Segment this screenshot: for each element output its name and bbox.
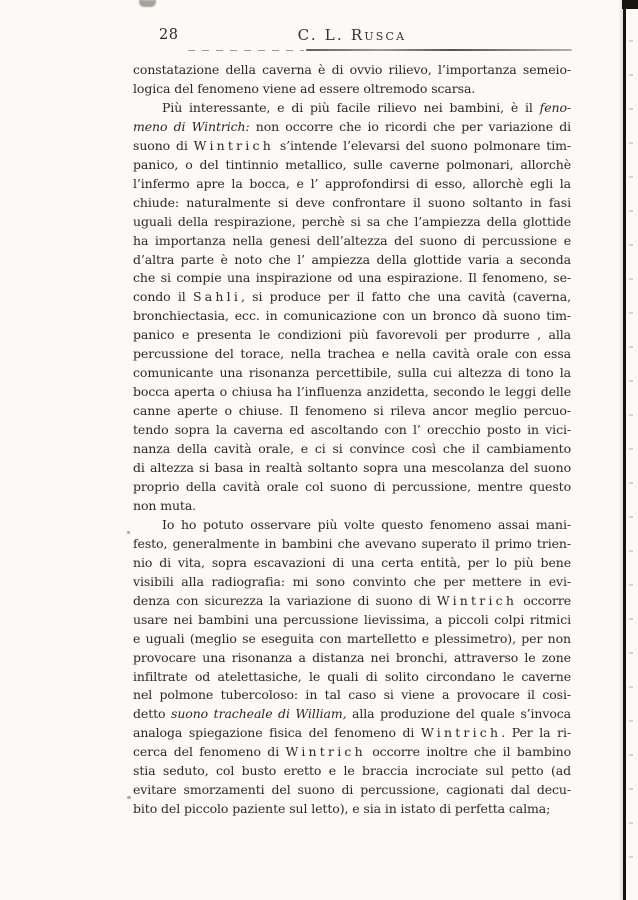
text-line <box>133 213 571 232</box>
text-segment: denza con sicurezza la variazione di suono di <box>133 592 437 608</box>
text-line <box>133 762 571 781</box>
text-line <box>133 440 571 459</box>
text-segment: meno di Wintrich: <box>133 118 250 134</box>
text-line <box>133 421 571 440</box>
corner-scan-mark <box>622 0 638 9</box>
text-line <box>133 156 571 175</box>
paragraph <box>133 516 571 819</box>
text-line <box>133 61 571 80</box>
text-line <box>133 686 571 705</box>
text-segment: detto <box>133 706 172 722</box>
text-segment: . Per la ri- <box>501 725 571 741</box>
text-line <box>133 459 571 478</box>
text-line <box>133 478 571 497</box>
text-line <box>133 743 571 762</box>
text-line <box>133 535 571 554</box>
text-line <box>133 383 571 402</box>
text-line <box>133 194 571 213</box>
text-segment: d’altra parte è noto che l’ ampiezza della glottide varia a seconda <box>133 251 571 267</box>
text-segment: ha importanza nella genesi dell’altezza del suono di percussione e <box>133 232 571 248</box>
text-segment: non occorre che io ricordi che per variazione di <box>249 118 572 134</box>
text-segment: logica del fenomeno viene ad essere oltremodo scarsa. <box>133 80 476 96</box>
text-segment: non muta. <box>133 497 197 513</box>
text-segment: occorre inoltre che il bambino <box>365 744 572 760</box>
text-segment: provocare una risonanza a distanza nei bronchi, attraverso le zone <box>133 649 571 665</box>
text-segment: festo, generalmente in bambini che avevano superato il primo trien- <box>133 535 571 551</box>
text-segment: alla produzione del quale s’invoca <box>346 706 571 722</box>
text-segment: condo il <box>133 289 193 305</box>
text-line <box>133 592 571 611</box>
text-segment: percussione del torace, nella trachea e nella cavità orale con essa <box>133 346 571 362</box>
text-segment: Sahli <box>192 289 242 305</box>
scan-speck <box>127 531 130 534</box>
text-segment: Wintrich <box>420 725 502 741</box>
text-segment: bito del piccolo paziente sul letto), e sia in istato di perfetta calma; <box>133 801 551 817</box>
page-edge-line <box>623 0 626 900</box>
text-segment: , si produce per il fatto che una cavità (caverna, <box>241 289 571 305</box>
text-line <box>133 232 571 251</box>
text-segment: che si compie una inspirazione od una espirazione. Il fenomeno, se- <box>133 270 571 286</box>
text-segment: Più interessante, e di più facile rilievo nei bambini, è il <box>162 99 540 115</box>
text-line <box>133 137 571 156</box>
text-line <box>133 800 571 819</box>
text-line <box>133 118 571 137</box>
text-segment: constatazione della caverna è di ovvio rilievo, l’importanza semeio- <box>133 62 571 77</box>
text-segment: Wintrich <box>285 744 366 760</box>
text-line <box>133 649 571 668</box>
paragraph <box>133 99 571 516</box>
text-line <box>133 326 571 345</box>
text-segment: bronchiectasia, ecc. in comunicazione con un bronco dà suono tim- <box>133 308 571 324</box>
paragraph <box>133 61 571 99</box>
text-segment: bocca aperta o chiusa ha l’influenza anzidetta, secondo le leggi delle <box>133 384 571 400</box>
text-segment: cerca del fenomeno di <box>133 744 286 760</box>
text-segment: analoga spiegazione fisica del fenomeno di <box>133 725 421 741</box>
text-segment: comunicante una risonanza percettibile, sulla cui altezza di tono la <box>133 365 571 381</box>
text-segment: nio di vita, sopra escavazioni di una certa entità, per lo più bene <box>133 554 571 570</box>
text-segment: nanza della cavità orale, e ci si convince così che il cambiamento <box>133 441 571 457</box>
text-line <box>133 402 571 421</box>
text-line <box>133 251 571 270</box>
header-rule-left-segment <box>188 50 304 51</box>
text-segment: s’intende l’elevarsi del suono polmonare tim- <box>273 137 571 153</box>
text-segment: e uguali (meglio se eseguita con martelletto e plessimetro), per non <box>133 630 571 646</box>
text-segment: nel polmone tubercoloso: in tal caso si viene a provocare il cosi- <box>133 687 571 703</box>
text-segment: di altezza si basa in realtà soltanto sopra una mescolanza del suono <box>133 460 571 476</box>
text-segment: canne aperte o chiuse. Il fenomeno si rileva ancor meglio percuo- <box>133 403 571 419</box>
running-title: C. L. Rusca <box>297 26 407 44</box>
text-line <box>133 705 571 724</box>
header-rule-main-segment <box>306 49 572 51</box>
text-segment: tendo sopra la caverna ed ascoltando con l’ orecchio posto in vici- <box>133 422 571 438</box>
text-line <box>133 630 571 649</box>
text-line <box>133 307 571 326</box>
text-segment: infiltrate od atelettasiche, le quali di solito circondano le caverne <box>133 668 571 684</box>
text-segment: feno- <box>539 99 571 115</box>
scan-speck <box>127 796 131 799</box>
text-segment: panico e presenta le condizioni più favorevoli per produrre , alla <box>133 327 571 343</box>
text-line <box>133 724 571 743</box>
text-line <box>133 175 571 194</box>
page-number: 28 <box>159 27 179 43</box>
text-line <box>133 288 571 307</box>
top-scan-smudge <box>139 0 156 7</box>
text-line <box>133 80 571 99</box>
text-segment: Io ho potuto osservare più volte questo fenomeno assai mani- <box>162 516 571 532</box>
text-line <box>133 269 571 288</box>
text-segment: proprio della cavità orale col suono di percussione, mentre questo <box>133 478 571 494</box>
text-line <box>133 611 571 630</box>
body-text <box>133 61 571 819</box>
text-segment: chiude: naturalmente si deve confrontare il suono soltanto in fasi <box>133 194 571 210</box>
text-segment: occorre <box>517 592 572 608</box>
text-segment: Wintrich <box>436 592 518 608</box>
text-segment: stia seduto, col busto eretto e le braccia incrociate sul petto (ad <box>133 763 571 779</box>
text-line <box>133 497 571 516</box>
text-line <box>133 516 571 535</box>
text-line <box>133 668 571 687</box>
text-segment: panico, o del tintinnio metallico, sulle caverne polmonari, allorchè <box>133 156 571 172</box>
text-segment: usare nei bambini una percussione lievissima, a piccoli colpi ritmici <box>133 611 571 627</box>
text-segment: suono di <box>133 137 194 153</box>
text-segment: l’infermo apre la bocca, e l’ approfondirsi di esso, allorchè egli la <box>133 175 571 191</box>
text-line <box>133 554 571 573</box>
text-segment: uguali della respirazione, perchè si sa che l’ampiezza della glottide <box>133 213 571 229</box>
text-line <box>133 364 571 383</box>
text-line <box>133 99 571 118</box>
text-line <box>133 345 571 364</box>
text-segment: evitare smorzamenti del suono di percussione, cagionati dal decu- <box>133 782 571 798</box>
text-segment: suono tracheale di William, <box>171 706 347 722</box>
text-line <box>133 781 571 800</box>
text-line <box>133 573 571 592</box>
text-segment: Wintrich <box>193 137 274 153</box>
margin-bleed-marks <box>629 40 633 860</box>
text-segment: visibili alla radiografia: mi sono convinto che per mettere in evi- <box>133 573 571 589</box>
